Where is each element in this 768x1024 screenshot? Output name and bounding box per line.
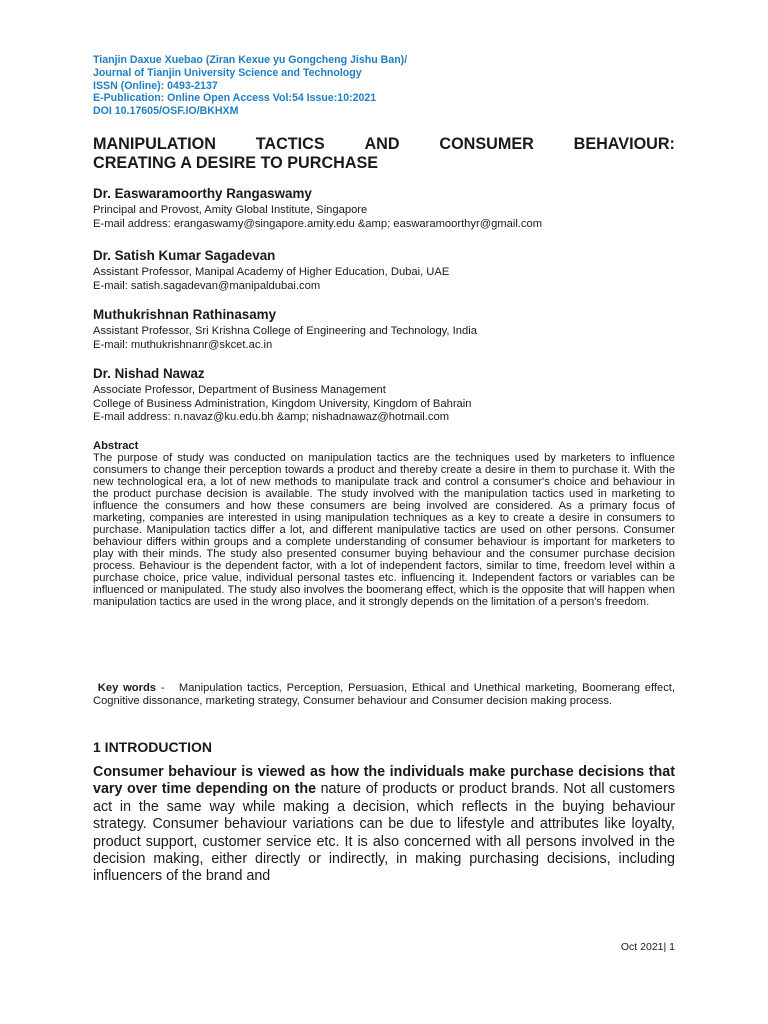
journal-line: Journal of Tianjin University Science and Technology [93, 66, 362, 79]
author-block [93, 307, 675, 352]
journal-line: E-Publication: Online Open Access Vol:54 Issue:10:2021 [93, 92, 377, 105]
author-name: Dr. Nishad Nawaz [93, 366, 205, 381]
author-email: E-mail address: erangaswamy@singapore.amity.edu &amp; easwaramoorthyr@gmail.com [93, 217, 543, 230]
title-word: AND [364, 135, 400, 153]
title-line-2: CREATING A DESIRE TO PURCHASE [93, 154, 379, 172]
journal-line: Tianjin Daxue Xuebao (Ziran Kexue yu Gongcheng Jishu Ban)/ [93, 54, 408, 66]
author-block [93, 248, 675, 293]
title-word: TACTICS [255, 135, 325, 153]
journal-line: DOI 10.17605/OSF.IO/BKHXM [93, 105, 239, 118]
author-name: Dr. Easwaramoorthy Rangaswamy [93, 186, 312, 201]
author-affiliation: Assistant Professor, Manipal Academy of Higher Education, Dubai, UAE [93, 266, 450, 278]
keywords [93, 682, 675, 708]
author-block [93, 186, 675, 231]
intro-text: nature of products or product brands. Not all customers act in the same way while making a decision, which reflects in the buying behaviour strategy. Consumer behaviour variations can be due to lifestyle and attributes like loyalty, product support, customer service etc. It is also concerned with all persons involved in the decision making, either directly or indirectly, in making purchasing decisions, including influencers of the brand and [93, 781, 675, 885]
author-name: Dr. Satish Kumar Sagadevan [93, 248, 276, 263]
title-word: MANIPULATION [93, 135, 216, 153]
abstract-section [93, 440, 675, 609]
author-email: E-mail address: n.navaz@ku.edu.bh &amp; nishadnawaz@hotmail.com [93, 411, 450, 424]
author-affiliation: Associate Professor, Department of Business Management [93, 384, 386, 396]
paper-title [93, 135, 675, 173]
section-heading-introduction: 1 INTRODUCTION [93, 739, 212, 755]
journal-header [93, 54, 653, 118]
title-word: BEHAVIOUR: [573, 135, 675, 153]
author-affiliation: Principal and Provost, Amity Global Institute, Singapore [93, 204, 368, 216]
introduction-paragraph [93, 764, 675, 886]
journal-line: ISSN (Online): 0493-2137 [93, 79, 218, 92]
author-email: E-mail: satish.sagadevan@manipaldubai.com [93, 279, 321, 292]
author-affiliation: College of Business Administration, Kingdom University, Kingdom of Bahrain [93, 397, 472, 410]
title-line-1 [93, 135, 675, 154]
intro-lead: Consumer behaviour is viewed as how the individuals make purchase decisions that vary over time depending on the [93, 764, 675, 798]
author-name: Muthukrishnan Rathinasamy [93, 307, 277, 322]
author-block [93, 366, 675, 425]
keywords-label: Key words [97, 682, 157, 694]
keywords-text: Manipulation tactics, Perception, Persuasion, Ethical and Unethical marketing, Boomerang effect, Cognitive dissonance, marketing strategy, Consumer behaviour and Consumer decision making process. [93, 682, 676, 708]
keywords-separator: - [160, 682, 165, 694]
abstract-text: The purpose of study was conducted on manipulation tactics are the techniques used by marketers to influence consumers to change their perception towards a product and thereby create a desire in them to purchase it. With the new technological era, a lot of new methods to manipulate track and control a consumer's choice and behaviour in the product purchase decision is available. The study involved with the manipulation tactics used in marketing to influence the consumers and how these consumers are being involved are considered. As a primary focus of marketing, companies are interested in using manipulation techniques as a key to create a desire in consumers to purchase. Manipulation tactics differ a lot, and different manipulative tactics are used on other persons. Consumer behaviour differs within groups and a complete understanding of consumer behaviour is important for marketers to play with their minds. The study also presented consumer buying behaviour and the consumer purchase decision process. Behaviour is the dependent factor, with a lot of independent factors, similar to time, freedom level within a purchase choice, price value, individual personal tastes etc. influencing it. Independent factors or variables can be influenced or manipulated. The study also involves the boomerang effect, which is the opposite that will happen when manipulation tactics are used in the wrong place, and it strongly depends on the limitation of a person's freedom. [93, 452, 675, 608]
author-affiliation: Assistant Professor, Sri Krishna College of Engineering and Technology, India [93, 325, 477, 337]
abstract-heading: Abstract [93, 440, 139, 452]
page-footer: Oct 2021| 1 [620, 941, 675, 953]
author-email: E-mail: muthukrishnanr@skcet.ac.in [93, 338, 273, 351]
title-word: CONSUMER [439, 135, 534, 153]
